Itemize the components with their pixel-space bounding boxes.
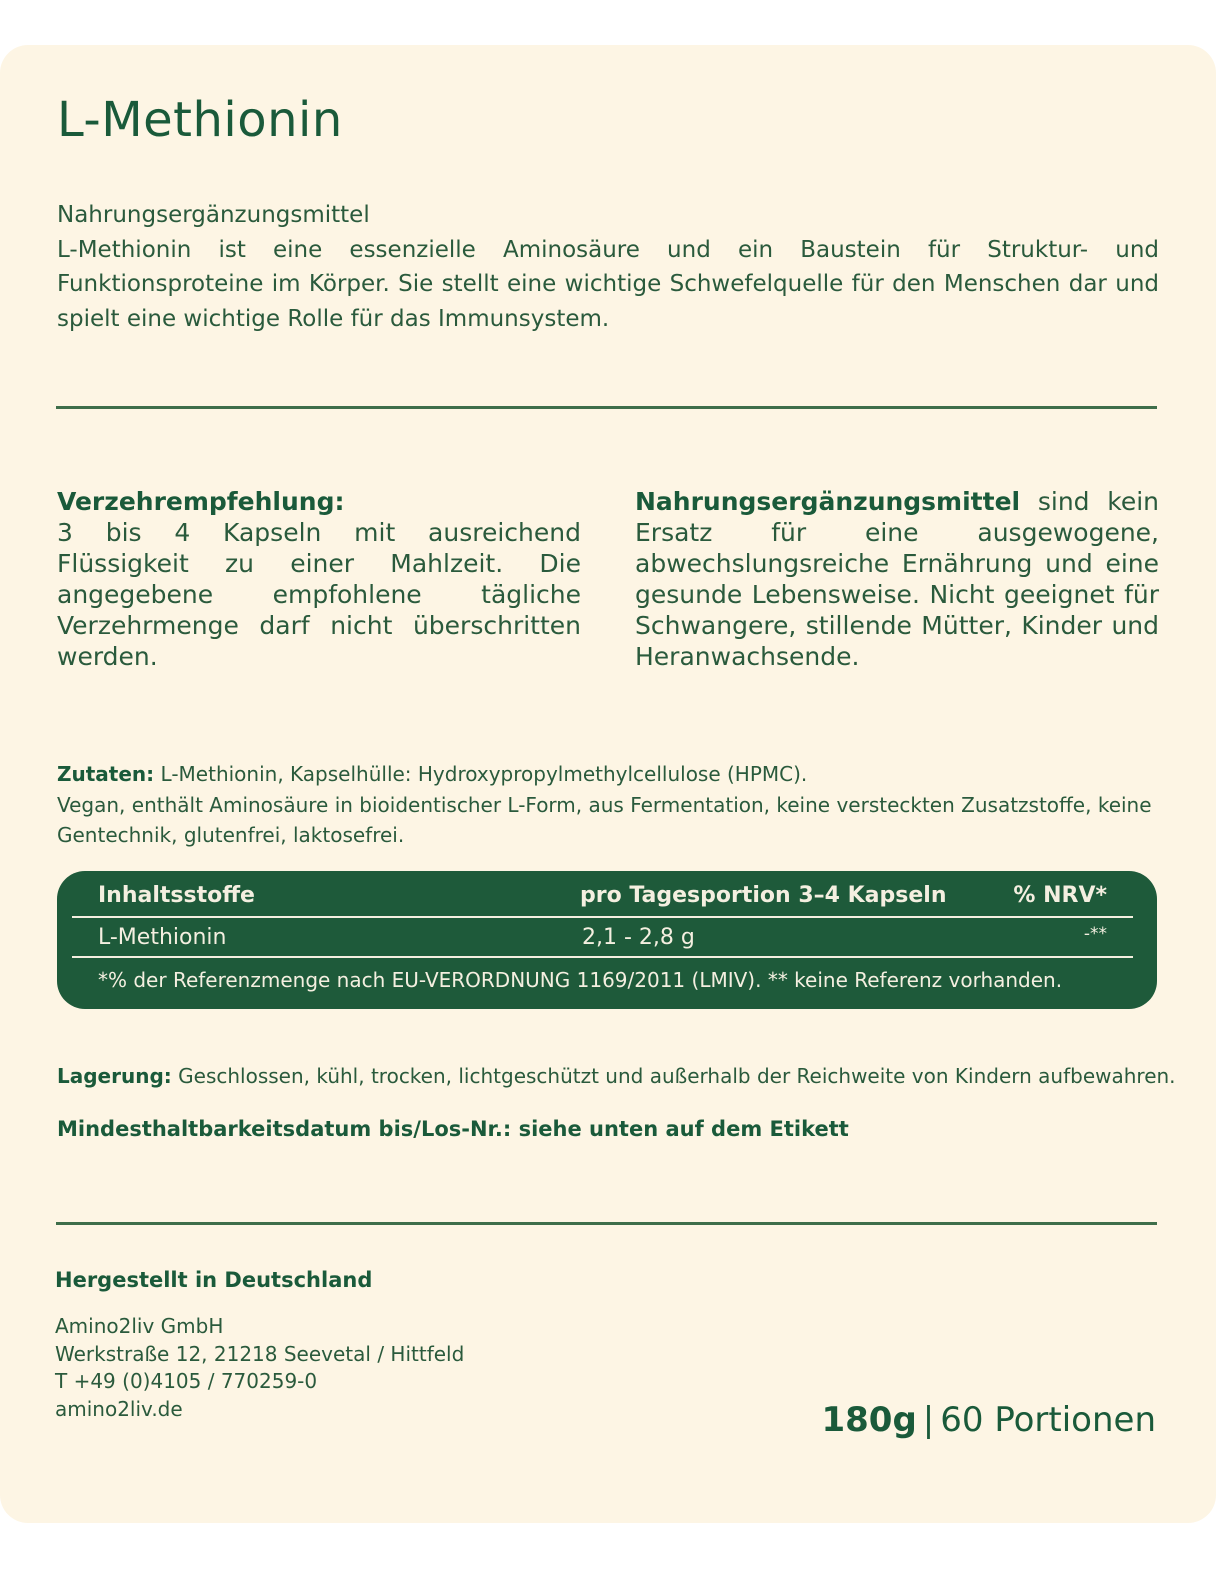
header-daily-portion: pro Tagesportion 3–4 Kapseln bbox=[580, 883, 947, 908]
recommendation-heading: Verzehrempfehlung: bbox=[57, 487, 345, 516]
ingredients-notes: Vegan, enthält Aminosäure in bioidentischer L-Form, aus Fermentation, keine versteckten Zusatzstoffe, keine Gentechnik, glutenfrei, laktosefrei. bbox=[57, 792, 1152, 847]
warning-heading: Nahrungsergänzungsmittel bbox=[635, 487, 1021, 516]
product-title: L-Methionin bbox=[57, 92, 343, 148]
warning-section bbox=[635, 486, 1159, 672]
storage-section bbox=[57, 1062, 1176, 1090]
cell-nrv: -** bbox=[1083, 924, 1107, 944]
header-nrv: % NRV* bbox=[1013, 883, 1107, 908]
package-portions: 60 Portionen bbox=[940, 1400, 1156, 1440]
separator: | bbox=[922, 1400, 935, 1440]
made-in: Hergestellt in Deutschland bbox=[55, 1268, 373, 1292]
company-name: Amino2liv GmbH bbox=[55, 1314, 224, 1338]
nutrition-table bbox=[57, 871, 1157, 1009]
table-divider bbox=[72, 916, 1133, 918]
table-row bbox=[72, 921, 1133, 955]
manufacturer-address bbox=[55, 1313, 464, 1423]
ingredients-text: L-Methionin, Kapselhülle: Hydroxypropylmethylcellulose (HPMC). bbox=[160, 762, 808, 786]
company-website[interactable]: amino2liv.de bbox=[55, 1396, 183, 1421]
package-info bbox=[821, 1400, 1156, 1440]
storage-label: Lagerung: bbox=[57, 1064, 172, 1088]
product-intro bbox=[57, 198, 1159, 336]
company-phone: T +49 (0)4105 / 770259-0 bbox=[55, 1369, 318, 1393]
product-category: Nahrungsergänzungsmittel bbox=[57, 202, 370, 228]
table-header-row bbox=[72, 879, 1133, 915]
cell-amount: 2,1 - 2,8 g bbox=[582, 925, 695, 950]
recommendation-section bbox=[57, 486, 581, 672]
ingredients-label: Zutaten: bbox=[57, 762, 155, 786]
product-description: L-Methionin ist eine essenzielle Aminosäure und ein Baustein für Struktur- und Funktionsproteine im Körper. Sie stellt eine wichtige Schwefelquelle für den Menschen dar und spielt eine wichtige Rolle für das Immunsystem. bbox=[57, 236, 1159, 332]
table-footnote: *% der Referenzmenge nach EU-VERORDNUNG 1169/2011 (LMIV). ** keine Referenz vorhanden. bbox=[98, 968, 1063, 992]
warning-text: sind kein Ersatz für eine ausgewogene, abwechslungsreiche Ernährung und eine gesunde Lebensweise. Nicht geeignet für Schwangere, stillende Mütter, Kinder und Heranwachsende. bbox=[635, 487, 1160, 671]
ingredients-section bbox=[57, 759, 1159, 851]
best-before-note: Mindesthaltbarkeitsdatum bis/Los-Nr.: siehe unten auf dem Etikett bbox=[57, 1117, 849, 1141]
company-street: Werkstraße 12, 21218 Seevetal / Hittfeld bbox=[55, 1341, 465, 1366]
divider bbox=[56, 406, 1157, 409]
package-weight: 180g bbox=[821, 1400, 917, 1440]
table-divider bbox=[72, 956, 1133, 958]
header-ingredient: Inhaltsstoffe bbox=[98, 883, 255, 908]
recommendation-text: 3 bis 4 Kapseln mit ausreichend Flüssigkeit zu einer Mahlzeit. Die angegebene empfohlene tägliche Verzehrmenge darf nicht überschritten werden. bbox=[57, 518, 581, 671]
storage-text: Geschlossen, kühl, trocken, lichtgeschützt und außerhalb der Reichweite von Kindern aufbewahren. bbox=[178, 1064, 1176, 1088]
divider bbox=[56, 1222, 1157, 1225]
cell-ingredient: L-Methionin bbox=[98, 925, 227, 950]
